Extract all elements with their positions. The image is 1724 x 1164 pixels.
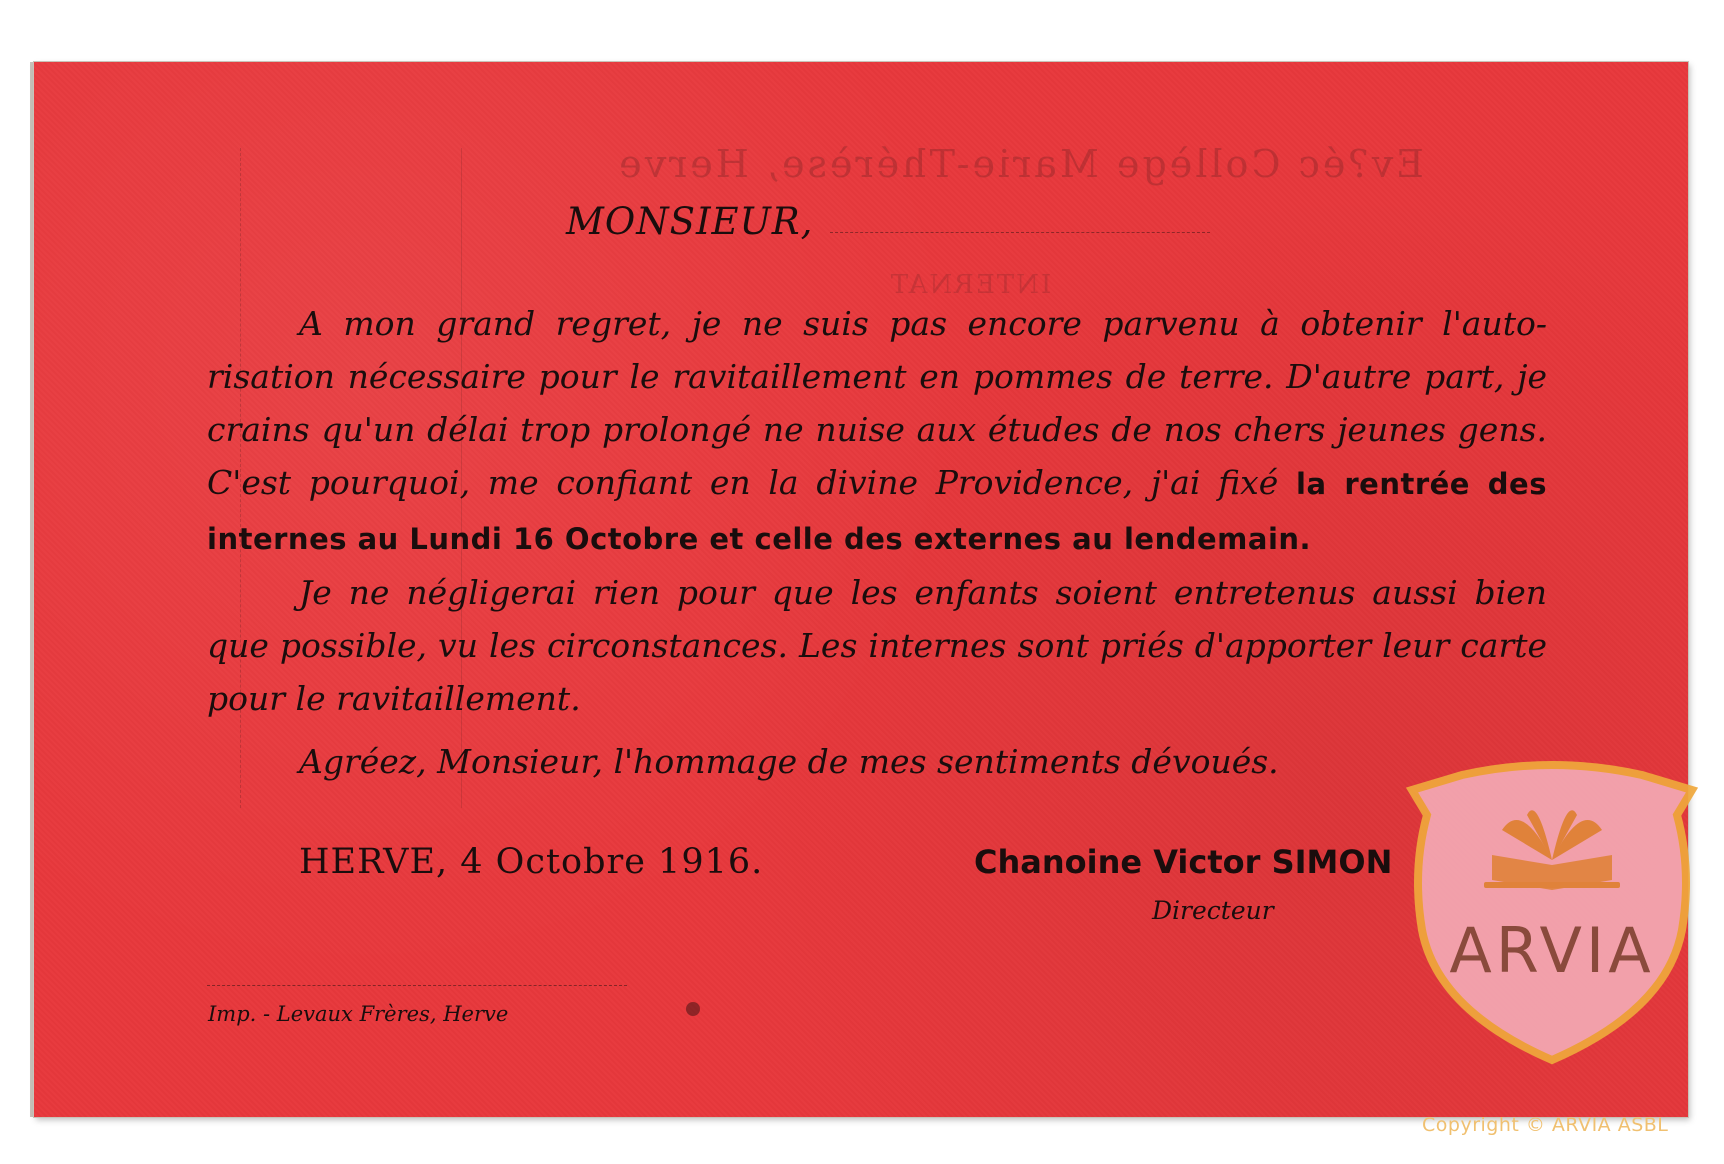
- p2-line-2: que possible, vu les circonstances. Les internes sont priés d'apporter leur: [207, 626, 1450, 665]
- place-date: HERVE, 4 Octobre 1916.: [299, 842, 764, 882]
- salutation-dotted-line: [830, 232, 1210, 233]
- footer-dotted-rule: [207, 985, 627, 986]
- paragraph-1: [207, 297, 1547, 566]
- signature-title: Directeur: [1152, 896, 1274, 925]
- arvia-logo-icon: [1392, 760, 1712, 1070]
- copyright-notice: Copyright © ARVIA ASBL: [1422, 1114, 1669, 1136]
- ghost-stamp-text-2: INTERNAT: [888, 270, 1052, 300]
- p2-line-3: carte pour le ravitaillement.: [207, 626, 1548, 718]
- shield-shape: [1412, 765, 1692, 1060]
- printer-credit: Imp. - Levaux Frères, Herve: [208, 1002, 509, 1026]
- p2-line-1: Je ne négligerai rien pour que les enfants soient entretenus aussi bien: [299, 573, 1547, 612]
- closing-formula: Agréez, Monsieur, l'hommage de mes sentiments dévoués.: [299, 742, 1279, 781]
- stain-spot: [686, 1002, 700, 1016]
- p1-bold-reentry: la rentrée des internes au Lundi 16 Octobre et celle des externes au lendemain.: [207, 467, 1547, 556]
- p1-line-4: jeunes gens. C'est pourquoi, me confiant en la divine Providence, j'ai fixé: [207, 410, 1548, 502]
- paragraph-2: [207, 566, 1547, 725]
- p1-line-2: risation nécessaire pour le ravitaillement en pommes de terre. D'autre part,: [207, 357, 1505, 396]
- logo-text: ARVIA: [1449, 914, 1655, 987]
- p1-line-1: A mon grand regret, je ne suis pas encore parvenu à obtenir l'auto-: [299, 304, 1547, 343]
- p1-line-3: je crains qu'un délai trop prolongé ne nuise aux études de nos chers: [207, 357, 1547, 449]
- ghost-stamp-text: Ev?éc Collège Marie-Thérèse, Herve: [616, 142, 1424, 186]
- letter-body: [207, 297, 1547, 725]
- salutation: MONSIEUR,: [566, 200, 814, 243]
- signature-name: Chanoine Victor SIMON: [974, 843, 1393, 881]
